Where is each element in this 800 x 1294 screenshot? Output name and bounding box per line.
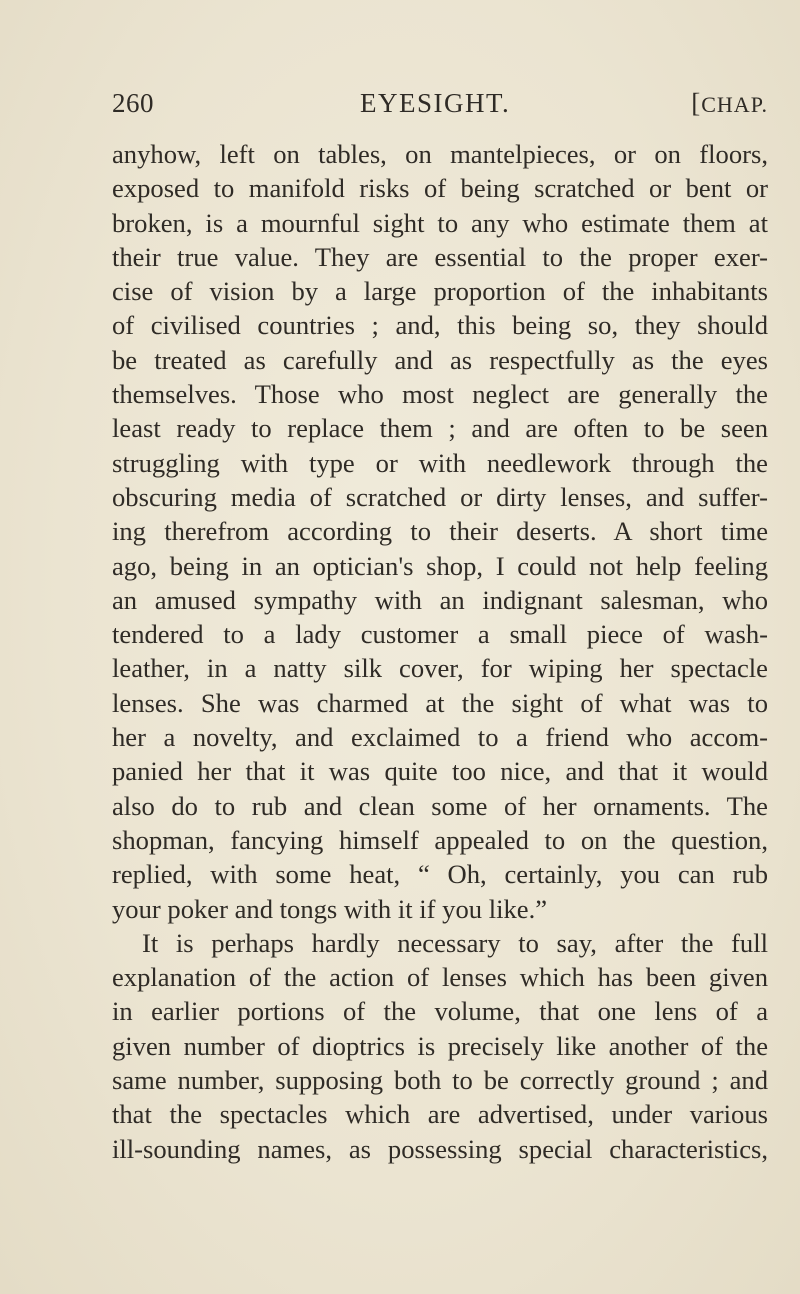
- page-number: 260: [112, 88, 154, 118]
- text-line: ago, being in an optician's shop, I could not help feeling: [112, 550, 768, 581]
- running-title: EYESIGHT.: [360, 88, 511, 118]
- text-line: also do to rub and clean some of her ornaments. The: [112, 790, 768, 821]
- text-line: themselves. Those who most neglect are generally the: [112, 379, 768, 410]
- text-line: her a novelty, and exclaimed to a friend who accom-: [112, 722, 768, 753]
- chapter-bracket: [: [691, 88, 702, 118]
- text-line: in earlier portions of the volume, that one lens of a: [112, 996, 768, 1027]
- text-line: given number of dioptrics is precisely like another of the: [112, 1030, 768, 1061]
- text-line: struggling with type or with needlework through the: [112, 447, 768, 478]
- text-line: panied her that it was quite too nice, and that it would: [112, 756, 768, 787]
- running-head: [112, 88, 768, 122]
- text-line: broken, is a mournful sight to any who estimate them at: [112, 207, 768, 238]
- text-line: of civilised countries ; and, this being so, they should: [112, 310, 768, 341]
- text-line: shopman, fancying himself appealed to on the question,: [112, 824, 768, 855]
- paragraph-start-line: It is perhaps hardly necessary to say, after the full: [142, 927, 768, 958]
- text-line: exposed to manifold risks of being scratched or bent or: [112, 173, 768, 204]
- chapter-label: CHAP.: [701, 92, 768, 117]
- text-line: tendered to a lady customer a small piece of wash-: [112, 619, 768, 650]
- text-line: that the spectacles which are advertised, under various: [112, 1099, 768, 1130]
- text-line: explanation of the action of lenses which has been given: [112, 962, 768, 993]
- text-line: lenses. She was charmed at the sight of what was to: [112, 687, 768, 718]
- body-text: [112, 137, 768, 1166]
- text-line: ill-sounding names, as possessing special characteristics,: [112, 1133, 768, 1164]
- text-line: anyhow, left on tables, on mantelpieces, or on floors,: [112, 139, 768, 169]
- text-line: cise of vision by a large proportion of the inhabitants: [112, 276, 768, 307]
- text-line: same number, supposing both to be correctly ground ; and: [112, 1065, 768, 1096]
- text-line: least ready to replace them ; and are often to be seen: [112, 413, 768, 444]
- text-line: replied, with some heat, “ Oh, certainly, you can rub: [112, 859, 768, 890]
- text-line: leather, in a natty silk cover, for wiping her spectacle: [112, 653, 768, 684]
- text-line: their true value. They are essential to the proper exer-: [112, 241, 768, 272]
- paragraph-end-line: your poker and tongs with it if you like.”: [112, 893, 548, 924]
- text-line: be treated as carefully and as respectfully as the eyes: [112, 344, 768, 375]
- text-line: an amused sympathy with an indignant salesman, who: [112, 584, 768, 615]
- chapter-marker: [691, 88, 768, 119]
- text-line: obscuring media of scratched or dirty lenses, and suffer-: [112, 481, 768, 512]
- text-line: ing therefrom according to their deserts. A short time: [112, 516, 768, 547]
